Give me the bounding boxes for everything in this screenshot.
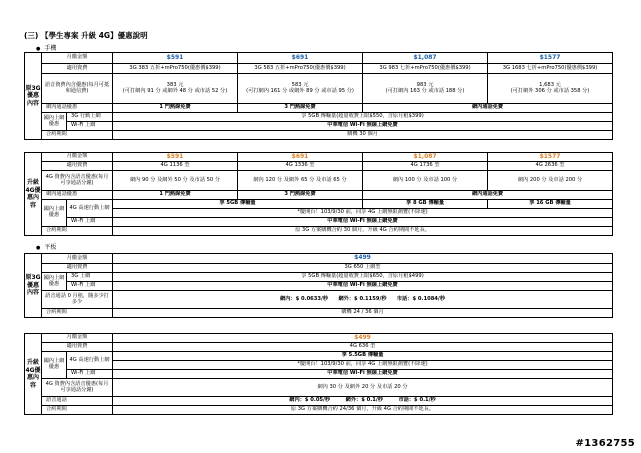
- section-phone-title: ● 手機: [36, 45, 57, 52]
- row-sublabel: 3G 行動上網: [67, 113, 113, 122]
- price-cell: $1577: [488, 53, 613, 64]
- rate-cell: 3G 650 上網型: [113, 264, 613, 273]
- row-label: 合約期間: [42, 131, 113, 140]
- side-label: 升級4G優惠內容: [25, 334, 42, 415]
- row-label: 網內通話優惠: [42, 191, 113, 200]
- free-call-cell: 1 門熱線免費: [113, 104, 238, 113]
- row-label: 適用資費: [42, 343, 113, 352]
- voice-cell: [113, 74, 238, 104]
- free-call-cell: 網內通話免費: [363, 104, 613, 113]
- data-cell: 享 8 GB 傳輸量: [363, 200, 488, 209]
- rate-cell: 3G 983 七折+mPro750(優惠價$399): [363, 64, 488, 74]
- row-label: 國內上網優惠: [42, 352, 67, 379]
- voice-cell: 網內 100 分 及市話 100 分: [363, 171, 488, 191]
- wifi-cell: 中華電信 Wi-Fi 無線上網免費: [113, 218, 613, 227]
- voice-cell: [363, 74, 488, 104]
- row-label: 合約期間: [42, 406, 113, 415]
- row-sublabel: 4G 高速行動上網: [67, 352, 113, 370]
- row-label: 國內上網優惠: [42, 200, 67, 227]
- voice-detail: (可打網內 163 分 或市話 188 分): [385, 87, 465, 94]
- free-call-cell: 網內通話免費: [363, 191, 613, 200]
- free-call-cell: 3 門熱線免費: [238, 104, 363, 113]
- contract-cell: 購機 30 個月: [113, 131, 613, 140]
- row-label: 月繳金額: [42, 53, 113, 64]
- price-cell: $499: [113, 334, 613, 343]
- row-label: 國內上網優惠: [42, 273, 67, 291]
- section-tablet-title: ● 平板: [36, 244, 57, 251]
- row-sublabel: Wi-Fi 上網: [67, 218, 113, 227]
- rate-cell: 4G 636 型: [113, 343, 613, 352]
- wifi-cell: 中華電信 Wi-Fi 無線上網免費: [113, 282, 613, 291]
- rate-cell: 4G 1736 型: [363, 162, 488, 171]
- price-cell: $591: [113, 53, 238, 64]
- voice-cell: 網內 200 分 及市話 200 分: [488, 171, 613, 191]
- row-sublabel: Wi-Fi 上網: [67, 122, 113, 131]
- price-cell: $691: [238, 53, 363, 64]
- table-upgrade-4g-tablet: [24, 333, 613, 415]
- row-label: 4G 資費內含語音優惠(每月可享通話分鐘): [42, 171, 113, 191]
- row-sublabel: 3G 上網: [67, 273, 113, 282]
- voice-rate-cell: 網內：$ 0.05/秒 網外：$ 0.1/秒 市話：$ 0.1/秒: [113, 397, 613, 406]
- rate-cell: 3G 583 五折+mPro750(優惠價$399): [238, 64, 363, 74]
- rate-cell: 4G 1136 型: [113, 162, 238, 171]
- contract-cell: 購機 24 / 36 個月: [113, 309, 613, 318]
- voice-cell: [238, 74, 363, 104]
- row-label: 月繳金額: [42, 153, 113, 162]
- price-cell: $1,087: [363, 53, 488, 64]
- side-label: 原3G優惠內容: [25, 53, 42, 140]
- watermark: #1362755: [575, 438, 635, 449]
- voice-detail: (可打網內 161 分 或網外 89 分 或市話 95 分): [246, 87, 354, 94]
- table-upgrade-4g-phone: [24, 152, 613, 236]
- contract-cell: 原 3G 方案購機合約 30 個月，升級 4G 合約期間不延長。: [113, 227, 613, 236]
- voice-main: 383 元: [166, 81, 184, 88]
- data-cell: 享 5GB 傳輸量: [113, 200, 363, 209]
- row-label: 適用資費: [42, 264, 113, 273]
- row-label: 語音通話: [42, 397, 113, 406]
- rate-cell: 4G 2636 型: [488, 162, 613, 171]
- table-original-3g-tablet: [24, 253, 613, 318]
- section-tablet-title-text: 平板: [44, 244, 57, 251]
- row-label: 網內通話優惠: [42, 104, 113, 113]
- side-label: 升級4G優惠內容: [25, 153, 42, 236]
- wifi-cell: 中華電信 Wi-Fi 無線上網免費: [113, 370, 613, 379]
- row-label: 適用資費: [42, 64, 113, 74]
- data-cell: 享 5GB 傳輸量(超量收費上限$650，含原月租$499): [113, 273, 613, 282]
- row-sublabel: Wi-Fi 上網: [67, 282, 113, 291]
- row-label: 國內上網優惠: [42, 113, 67, 131]
- row-label: 語音資費內含優惠(每月可抵和通信費): [42, 74, 113, 104]
- row-label: 合約期間: [42, 227, 113, 236]
- promo-note-cell: *慶開台！103/9/30 前，同享 4G 上網無限測覽(不降速): [113, 361, 613, 370]
- price-cell: $499: [113, 254, 613, 264]
- rate-cell: 3G 1683 七折+mPro750(優惠價$399): [488, 64, 613, 74]
- section-phone-title-text: 手機: [44, 45, 57, 52]
- price-cell: $1,087: [363, 153, 488, 162]
- row-label: 適用資費: [42, 162, 113, 171]
- free-call-cell: 1 門熱線免費: [113, 191, 238, 200]
- voice-rate-cell: 網內：$ 0.0633/秒 網外：$ 0.1159/秒 市話：$ 0.1084/秒: [113, 291, 613, 309]
- voice-cell: 網內 30 分 及網外 20 分 及市話 20 分: [113, 379, 613, 397]
- voice-detail: (可打網內 91 分 或網外 48 分 或市話 52 分): [122, 87, 228, 94]
- free-call-cell: 3 門熱線免費: [238, 191, 363, 200]
- wifi-cell: 中華電信 Wi-Fi 無線上網免費: [113, 122, 613, 131]
- rate-cell: 4G 1336 型: [238, 162, 363, 171]
- row-sublabel: 4G 高速行動上網: [67, 200, 113, 218]
- data-cell: 享 5.5GB 傳輸量: [113, 352, 613, 361]
- voice-cell: 網內 90 分 及網外 50 分 及市話 50 分: [113, 171, 238, 191]
- row-label: 語音通話 0 月租，隨多少打多少: [42, 291, 113, 309]
- rate-cell: 3G 383 五折+mPro750(優惠價$399): [113, 64, 238, 74]
- side-label: 原3G優惠內容: [25, 254, 42, 318]
- row-label: 4G 資費內含語音優惠(每月可享通話分鐘): [42, 379, 113, 397]
- data-cell: 享 16 GB 傳輸量: [488, 200, 613, 209]
- voice-cell: 網內 120 分 及網外 65 分 及市話 65 分: [238, 171, 363, 191]
- voice-detail: (可打網外 306 分 或市話 358 分): [510, 87, 590, 94]
- price-cell: $691: [238, 153, 363, 162]
- price-cell: $1577: [488, 153, 613, 162]
- voice-main: 1,683 元: [539, 81, 561, 88]
- data-cell: 享 5GB 傳輸量(超量收費上限$550，含原月租$399): [113, 113, 613, 122]
- promo-note-cell: *慶開台！103/9/30 前，同享 4G 上網無限測覽(不降速): [113, 209, 613, 218]
- row-label: 合約期間: [42, 309, 113, 318]
- price-cell: $591: [113, 153, 238, 162]
- row-label: 月繳金額: [42, 254, 113, 264]
- table-original-3g-phone: [24, 52, 613, 140]
- document-heading: (三) 【學生專案 升級 4G】優惠說明: [24, 31, 148, 40]
- voice-main: 583 元: [291, 81, 309, 88]
- voice-main: 983 元: [416, 81, 434, 88]
- contract-cell: 原 3G 方案購機合約 24/36 個月，升級 4G 合約期間不延長。: [113, 406, 613, 415]
- row-label: 月繳金額: [42, 334, 113, 343]
- row-sublabel: Wi-Fi 上網: [67, 370, 113, 379]
- voice-cell: [488, 74, 613, 104]
